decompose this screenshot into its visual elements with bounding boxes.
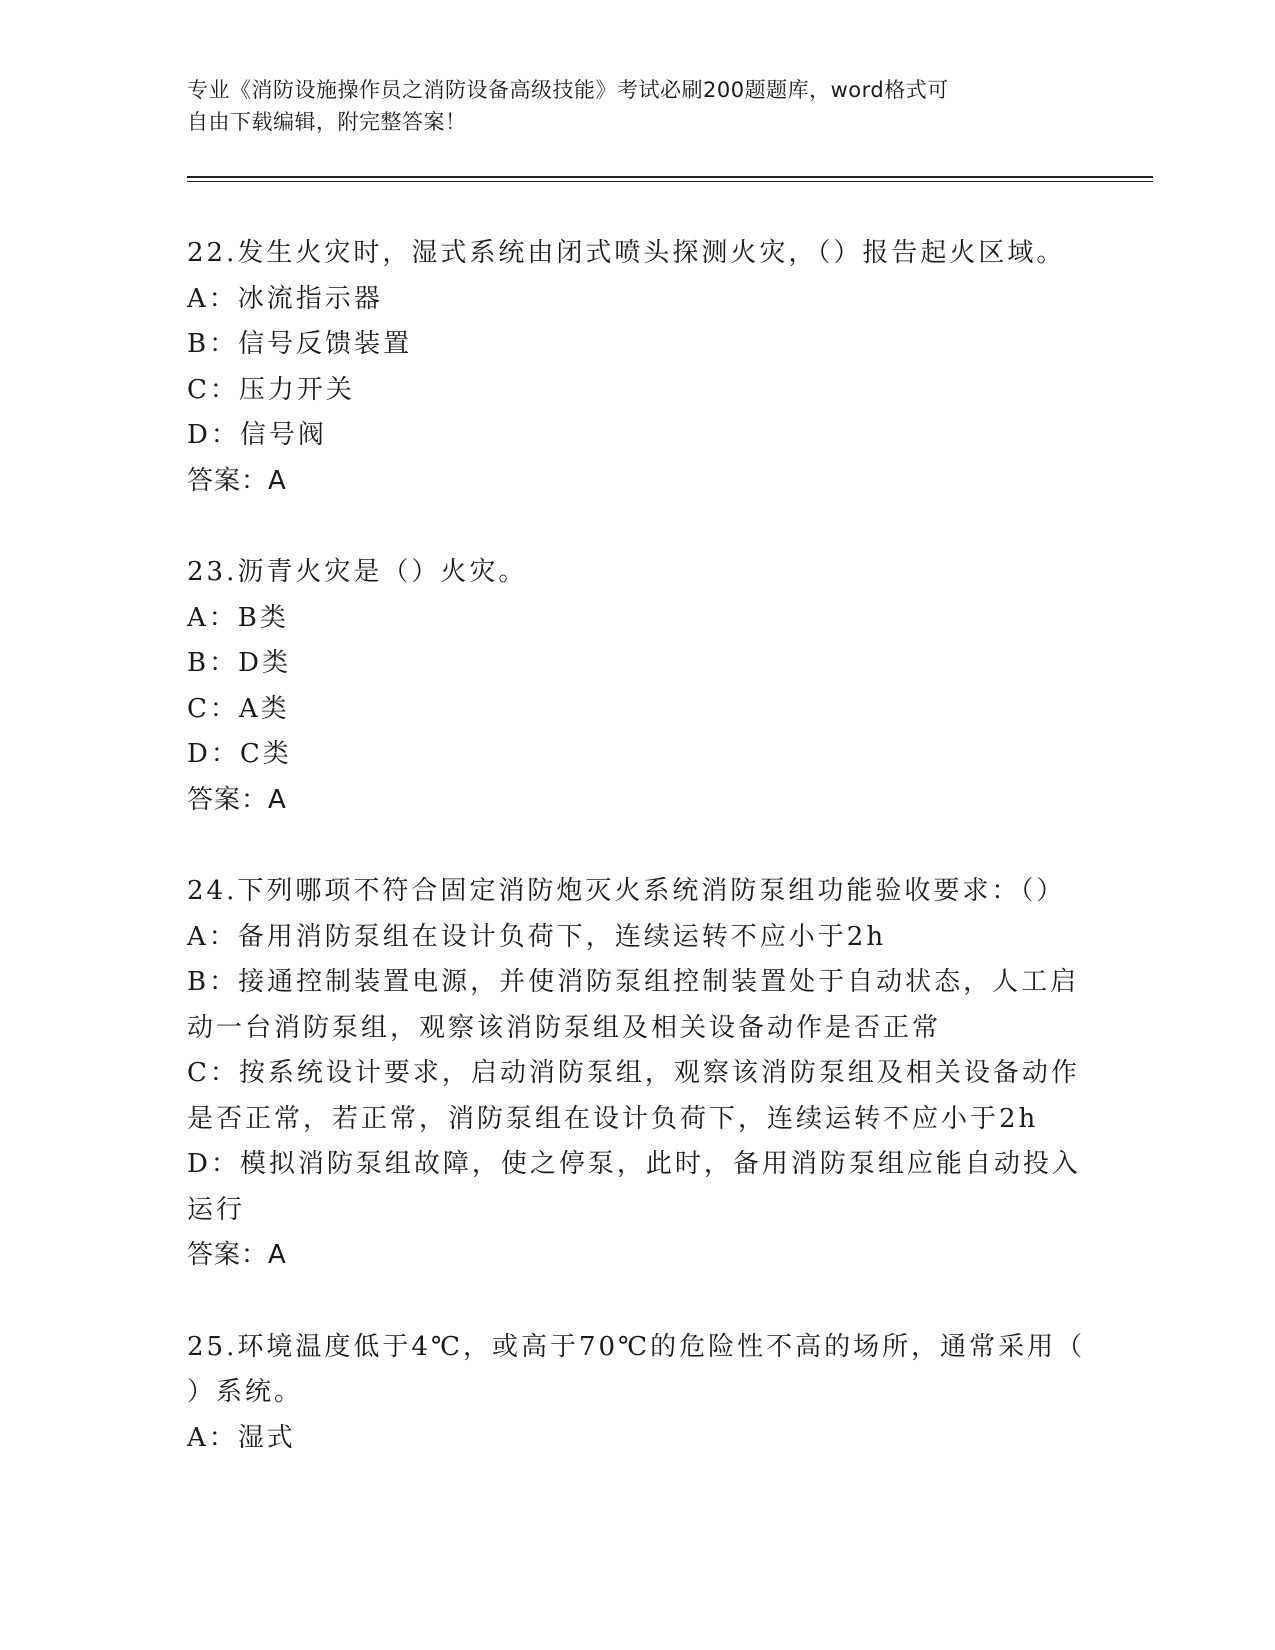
question-stem: ）系统。 — [187, 1377, 304, 1407]
header-divider-thick — [187, 176, 1153, 178]
question-gap — [187, 504, 1087, 550]
question-option: A：湿式 — [187, 1422, 296, 1453]
question-stem: 24.下列哪项不符合固定消防炮灭火系统消防泵组功能验收要求：（） — [187, 876, 1066, 906]
question-option: 是否正常，若正常，消防泵组在设计负荷下，连续运转不应小于2h — [187, 1103, 1039, 1134]
question-option: D：信号阀 — [187, 420, 327, 450]
question-stem: 22.发生火灾时，湿式系统由闭式喷头探测火灾，（）报告起火区域。 — [187, 238, 1066, 268]
question-option: 动一台消防泵组，观察该消防泵组及相关设备动作是否正常 — [187, 1012, 942, 1043]
header-line-1: 专业《消防设施操作员之消防设备高级技能》考试必刷200题题库，word格式可 — [187, 78, 949, 102]
question-block — [187, 1325, 1087, 1462]
question-answer: 答案：A — [187, 465, 287, 496]
question-option: B：D类 — [187, 648, 291, 678]
question-list — [187, 231, 1087, 1461]
question-answer: 答案：A — [187, 784, 287, 815]
question-option: A：冰流指示器 — [187, 283, 383, 314]
question-stem: 23.沥青火灾是（）火灾。 — [187, 557, 528, 587]
question-option: C：压力开关 — [187, 374, 355, 405]
question-option: C：A类 — [187, 693, 290, 724]
question-option: A：B类 — [187, 602, 289, 633]
question-block — [187, 550, 1087, 823]
question-block — [187, 869, 1087, 1279]
question-option: D：C类 — [187, 739, 292, 769]
header-line-2: 自由下载编辑，附完整答案！ — [187, 110, 467, 134]
question-option: C：按系统设计要求，启动消防泵组，观察该消防泵组及相关设备动作 — [187, 1058, 1080, 1088]
question-answer: 答案：A — [187, 1240, 287, 1270]
question-stem: 25.环境温度低于4℃，或高于70℃的危险性不高的场所，通常采用（ — [187, 1331, 1086, 1362]
header-divider-thin — [187, 181, 1153, 182]
question-option: 运行 — [187, 1194, 246, 1225]
question-option: B：信号反馈装置 — [187, 329, 413, 359]
document-header — [187, 74, 1087, 138]
question-option: B：接通控制装置电源，并使消防泵组控制装置处于自动状态，人工启 — [187, 967, 1080, 997]
question-block — [187, 231, 1087, 504]
question-option: D：模拟消防泵组故障，使之停泵，此时，备用消防泵组应能自动投入 — [187, 1149, 1081, 1179]
question-gap — [187, 823, 1087, 869]
question-gap — [187, 1279, 1087, 1325]
question-option: A：备用消防泵组在设计负荷下，连续运转不应小于2h — [187, 921, 887, 952]
